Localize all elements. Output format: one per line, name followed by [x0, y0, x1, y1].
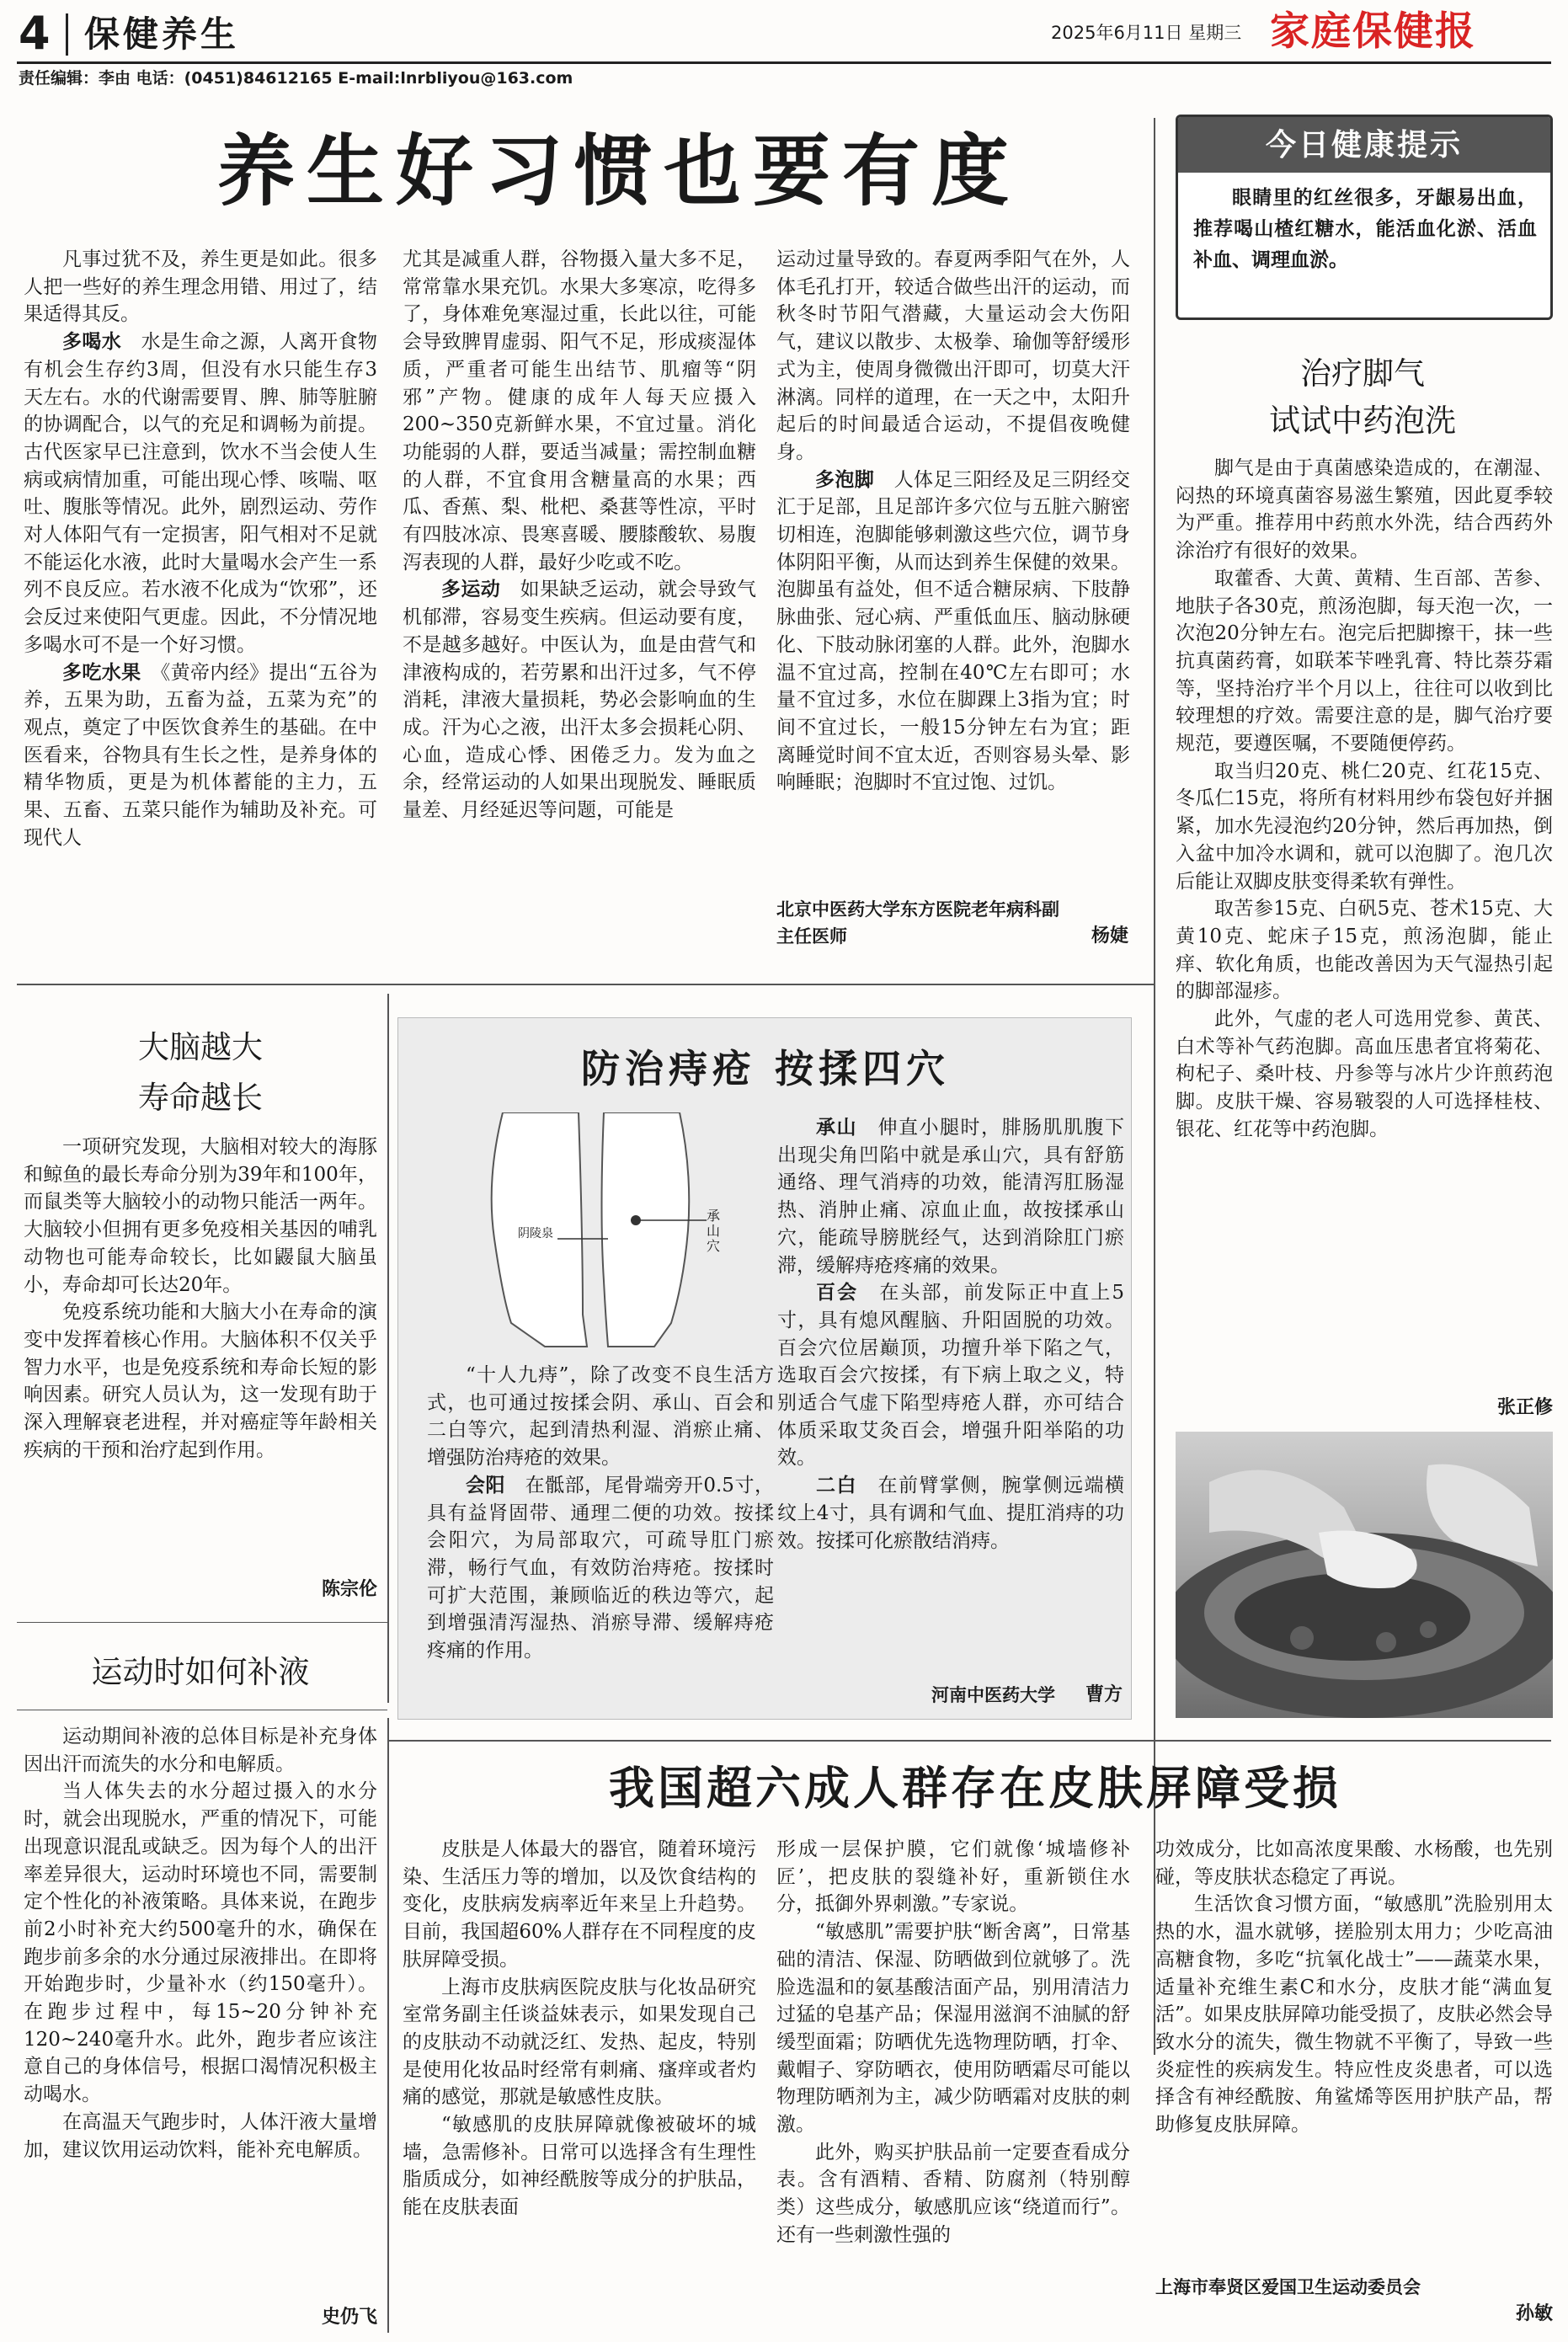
tip-box	[1176, 115, 1553, 320]
main-para: 运动过量导致的。春夏两季阳气在外，人体毛孔打开，较适合做些出汗的运动，而秋冬时节阳气潜藏，大量运动会大伤阳气，建议以散步、太极拳、瑜伽等舒缓形式为主，使周身微微出汗即可，切莫大汗淋漓。同样的道理，在一天之中，太阳升起后的时间最适合运动，不提倡夜晚健身。	[776, 248, 1130, 463]
section-divider	[389, 1740, 1551, 1742]
hemorrhoid-title: 防治痔疮 按揉四穴	[580, 1046, 950, 1091]
foot-para: 脚气是由于真菌感染造成的，在潮湿、闷热的环境真菌容易滋生繁殖，因此夏季较为严重。推荐用中药煎水外洗，结合西药外涂治疗有很好的效果。	[1176, 457, 1553, 563]
foot-para: 取当归20克、桃仁20克、红花15克、冬瓜仁15克，将所有材料用纱布袋包好并捆紧，加水先浸泡约20分钟，然后再加热，倒入盆中加冷水调和，就可以泡脚了。泡几次后能让双脚皮肤变得柔软有弹性。	[1176, 760, 1553, 893]
keyword-foot-soak: 多泡脚	[815, 468, 875, 491]
foot-article-title-2: 试试中药泡洗	[1269, 403, 1456, 439]
skin-article-col2	[776, 1836, 1130, 2338]
keyword-exercise: 多运动	[441, 579, 501, 601]
main-article-col3	[776, 246, 1130, 886]
main-para: 多吃水果 《黄帝内经》提出“五谷为养，五果为助，五畜为益，五菜为充”的观点，奠定了中医饮食养生的基础。在中医看来，谷物具有生长之性，是养身体的精华物质，更是为机体蓄能的主力，五果、五畜、五菜只能作为辅助及补充。可现代人	[24, 661, 377, 849]
keyword-chengshan: 承山	[816, 1117, 857, 1139]
hemorrhoid-para: 承山 伸直小腿时，腓肠肌肌腹下出现尖角凹陷中就是承山穴，具有舒筋通络、理气消痔的功效，能清泻肛肠湿热、消肿止痛、凉血止血，故按揉承山穴，能疏导膀胱经气，达到消除肛门瘀滞，缓解痔疮疼痛的效果。	[777, 1117, 1124, 1277]
figure-label-left: 阴陵泉	[518, 1227, 553, 1240]
brain-para: 一项研究发现，大脑相对较大的海豚和鲸鱼的最长寿命分别为39年和100年，而鼠类等大脑较小的动物只能活一两年。大脑较小但拥有更多免疫相关基因的哺乳动物也可能寿命较长，比如鼹鼠大脑虽小，寿命却可长达20年。	[24, 1136, 377, 1296]
editor-line: 责任编辑：李由 电话：(0451)84612165 E-mail:lnrbliyou@163.com	[19, 69, 573, 88]
foot-article-title-1: 治疗脚气	[1300, 355, 1425, 392]
masthead-logo: 家庭保健报	[1270, 8, 1476, 55]
sport-para: 在高温天气跑步时，人体汗液大量增加，建议饮用运动饮料，能补充电解质。	[24, 2110, 377, 2161]
brain-author: 陈宗伦	[321, 1579, 377, 1600]
skin-author: 孙敏	[1515, 2303, 1553, 2324]
skin-article-col3	[1155, 1836, 1553, 2257]
keyword-baihui: 百会	[816, 1282, 859, 1304]
main-affiliation: 北京中医药大学东方医院老年病科副主任医师	[776, 899, 1059, 947]
section-divider	[17, 984, 1154, 985]
section-name: 保健养生	[84, 13, 240, 55]
column-divider	[387, 994, 389, 1703]
main-para: 多喝水 水是生命之源，人离开食物有机会生存约3周，但没有水只能生存3天左右。水的代谢需要胃、脾、肺等脏腑的协调配合，以气的充足和调畅为前提。古代医家早已注意到，饮水不当会使人生病或病情加重，可能出现心悸、咳喘、呕吐、腹胀等情况。此外，剧烈运动、劳作对人体阳气有一定损害，阳气相对不足就不能运化水液，此时大量喝水会产生一系列不良反应。若水液不化成为“饮邪”，还会反过来使阳气更虚。因此，不分情况地多喝水可不是一个好习惯。	[24, 331, 377, 656]
main-article-col2	[403, 246, 756, 962]
main-article-col1	[24, 246, 377, 962]
foot-para: 取苦参15克、白矾5克、苍术15克、大黄10克、蛇床子15克，煎汤泡脚，能止痒、软化角质，也能改善因为天气湿热引起的脚部湿疹。	[1176, 898, 1553, 1003]
page-header	[0, 0, 1568, 93]
skin-para: “敏感肌的皮肤屏障就像被破坏的城墙，急需修补。日常可以选择含有生理性脂质成分，如神经酰胺等成分的护肤品，能在皮肤表面	[403, 2114, 756, 2219]
main-para: 多泡脚 人体足三阳经及足三阴经交汇于足部，且足部许多穴位与五脏六腑密切相连，泡脚能够刺激这些穴位，调节身体阴阳平衡，从而达到养生保健的效果。泡脚虽有益处，但不适合糖尿病、下肢静脉曲张、冠心病、严重低血压、脑动脉硬化、下肢动脉闭塞的人群。此外，泡脚水温不宜过高，控制在40℃左右即可；水量不宜过多，水位在脚踝上3指为宜；时间不宜过长，一般15分钟左右为宜；距离睡觉时间不宜太近，否则容易头晕、影响睡眠；泡脚时不宜过饱、过饥。	[776, 468, 1130, 794]
skin-para: 形成一层保护膜，它们就像‘城墙修补匠’，把皮肤的裂缝补好，重新锁住水分，抵御外界刺激。”专家说。	[776, 1838, 1130, 1916]
brain-article-title-2: 寿命越长	[138, 1080, 263, 1116]
tip-text: 眼睛里的红丝很多，牙龈易出血，推荐喝山楂红糖水，能活血化淤、活血补血、调理血淤。	[1193, 187, 1537, 271]
brain-para: 免疫系统功能和大脑大小在寿命的演变中发挥着核心作用。大脑体积不仅关乎智力水平，也是免疫系统和寿命长短的影响因素。研究人员认为，这一发现有助于深入理解衰老进程，并对癌症等年龄相关疾病的干预和治疗起到作用。	[24, 1301, 377, 1461]
header-rule	[17, 61, 1551, 64]
tip-title: 今日健康提示	[1265, 127, 1463, 163]
hemorrhoid-left-body	[427, 1362, 774, 1682]
main-para: 凡事过犹不及，养生更是如此。很多人把一些好的养生理念用错、用过了，结果适得其反。	[24, 248, 377, 326]
skin-para: 皮肤是人体最大的器官，随着环境污染、生活压力等的增加，以及饮食结构的变化，皮肤病发病率近年来呈上升趋势。目前，我国超60%人群存在不同程度的皮肤屏障受损。	[403, 1838, 756, 1971]
sport-article-title: 运动时如何补液	[91, 1654, 310, 1690]
hemorrhoid-box	[397, 1017, 1132, 1720]
hemorrhoid-affiliation: 河南中医药大学	[931, 1685, 1055, 1705]
section-divider	[17, 1622, 387, 1623]
hemorrhoid-para: 百会 在头部，前发际正中直上5寸，具有熄风醒脑、升阳固脱的功效。百会穴位居巅顶，功擅升举下陷之气，选取百会穴按揉，有下病上取之义，特别适合气虚下陷型痔疮人群，亦可结合体质采取艾灸百会，增强升阳举陷的功效。	[777, 1282, 1124, 1470]
hemorrhoid-author: 曹方	[1085, 1684, 1123, 1705]
skin-headline: 我国超六成人群存在皮肤屏障受损	[609, 1761, 1341, 1815]
brain-article-title-1: 大脑越大	[138, 1029, 263, 1065]
skin-affiliation: 上海市奉贤区爱国卫生运动委员会	[1155, 2277, 1421, 2297]
skin-para: 上海市皮肤病医院皮肤与化妆品研究室常务副主任谈益妹表示，如果发现自己的皮肤动不动就泛红、发热、起皮，特别是使用化妆品时经常有刺痛、瘙痒或者灼痛的感觉，那就是敏感性皮肤。	[403, 1976, 756, 2109]
skin-para: “敏感肌”需要护肤“断舍离”，日常基础的清洁、保湿、防晒做到位就够了。洗脸选温和的氨基酸洁面产品，别用清洁力过猛的皂基产品；保湿用滋润不油腻的舒缓型面霜；防晒优先选物理防晒，打伞、戴帽子、穿防晒衣，使用防晒霜尽可能以物理防晒剂为主，减少防晒霜对皮肤的刺激。	[776, 1921, 1130, 2137]
foot-article-body	[1176, 455, 1553, 1390]
keyword-huiyang: 会阳	[466, 1474, 506, 1496]
column-divider	[387, 1718, 389, 2333]
foot-author: 张正修	[1496, 1397, 1553, 1418]
hemorrhoid-para: “十人九痔”，除了改变不良生活方式，也可通过按揉会阴、承山、百会和二白等穴，起到清热利湿、消瘀止痛、增强防治痔疮的效果。	[427, 1364, 774, 1470]
keyword-fruit: 多吃水果	[62, 661, 141, 684]
figure-label-right: 承山穴	[707, 1208, 721, 1254]
sport-article-body	[24, 1723, 377, 2279]
brain-article-body	[24, 1134, 377, 1588]
main-para: 尤其是减重人群，谷物摄入量大多不足，常常靠水果充饥。水果大多寒凉，吃得多了，身体难免寒湿过重，长此以往，可能会导致脾胃虚弱、阳气不足，形成痰湿体质，严重者可能生出结节、肌瘤等“阴邪”产物。健康的成年人每天应摄入200~350克新鲜水果，不宜过量。消化功能弱的人群，要适当减量；需控制血糖的人群，不宜食用含糖量高的水果；西瓜、香蕉、梨、枇杷、桑葚等性凉，平时有四肢冰凉、畏寒喜暖、腰膝酸软、易腹泻表现的人群，最好少吃或不吃。	[403, 248, 756, 573]
main-para: 多运动 如果缺乏运动，就会导致气机郁滞，容易变生疾病。但运动要有度，不是越多越好。中医认为，血是由营气和津液构成的，若劳累和出汗过多，气不停消耗，津液大量损耗，势必会影响血的生成。汗为心之液，出汗太多会损耗心阴、心血，造成心悸、困倦乏力。发为血之余，经常运动的人如果出现脱发、睡眠质量差、月经延迟等问题，可能是	[403, 579, 756, 822]
sport-para: 运动期间补液的总体目标是补充身体因出汗而流失的水分和电解质。	[24, 1726, 377, 1775]
main-author: 杨婕	[1091, 926, 1128, 947]
sport-author: 史仍飞	[321, 2307, 377, 2328]
hemorrhoid-right-body	[777, 1114, 1124, 1680]
keyword-drink-water: 多喝水	[62, 331, 122, 354]
issue-date: 2025年6月11日 星期三	[1051, 23, 1242, 43]
skin-para: 功效成分，比如高浓度果酸、水杨酸，也先别碰，等皮肤状态稳定了再说。	[1155, 1838, 1553, 1888]
acupoint-figure	[410, 1112, 772, 1352]
main-headline: 养生好习惯也要有度	[216, 125, 1021, 216]
hemorrhoid-para: 二白 在前臂掌侧，腕掌侧远端横纹上4寸，具有调和气血、提肛消痔的功效。按揉可化瘀散结消痔。	[777, 1475, 1124, 1552]
foot-para: 取藿香、大黄、黄精、生百部、苦参、地肤子各30克，煎汤泡脚，每天泡一次，一次泡20分钟左右。泡完后把脚擦干，抹一些抗真菌药膏，如联苯苄唑乳膏、特比萘芬霜等，坚持治疗半个月以上，往往可以收到比较理想的疗效。需要注意的是，脚气治疗要规范，要遵医嘱，不要随便停药。	[1176, 567, 1553, 755]
page-number-divider	[66, 13, 68, 56]
keyword-erbai: 二白	[816, 1475, 857, 1497]
hemorrhoid-para: 会阳 在骶部，尾骨端旁开0.5寸，具有益肾固带、通理二便的功效。按揉会阳穴，为局部取穴，可疏导肛门瘀滞，畅行气血，有效防治痔疮。按揉时可扩大范围，兼顾临近的秩边等穴，起到增强清泻湿热、消瘀导滞、缓解痔疮疼痛的作用。	[427, 1474, 774, 1662]
skin-para: 此外，购买护肤品前一定要查看成分表。含有酒精、香精、防腐剂（特别醇类）这些成分，敏感肌应该“绕道而行”。还有一些刺激性强的	[776, 2141, 1130, 2246]
foot-soak-illustration	[1176, 1432, 1553, 1718]
sport-para: 当人体失去的水分超过摄入的水分时，就会出现脱水，严重的情况下，可能出现意识混乱或缺乏。因为每个人的出汗率差异很大，运动时环境也不同，需要制定个性化的补液策略。具体来说，在跑步前2小时补充大约500毫升的水，确保在跑步前多余的水分通过尿液排出。在即将开始跑步时，少量补水（约150毫升）。在跑步过程中，每15~20分钟补充120~240毫升水。此外，跑步者应该注意自己的身体信号，根据口渴情况积极主动喝水。	[24, 1780, 377, 2106]
foot-para: 此外，气虚的老人可选用党参、黄芪、白术等补气药泡脚。高血压患者宜将菊花、枸杞子、桑叶枝、丹参等与冰片少许煎药泡脚。皮肤干燥、容易皲裂的人可选择桂枝、银花、红花等中药泡脚。	[1176, 1008, 1553, 1140]
foot-soak-photo	[1176, 1432, 1553, 1718]
skin-para: 生活饮食习惯方面，“敏感肌”洗脸别用太热的水，温水就够，搓脸别太用力；少吃高油高糖食物，多吃“抗氧化战士”——蔬菜水果，适量补充维生素C和水分，皮肤才能“满血复活”。如果皮肤屏障功能受损了，皮肤必然会导致水分的流失，微生物就不平衡了，导致一些炎症性的疾病发生。特应性皮炎患者，可以选择含有神经酰胺、角鲨烯等医用护肤产品，帮助修复皮肤屏障。	[1155, 1893, 1553, 2137]
page-number: 4	[19, 7, 51, 60]
skin-article-col1	[403, 1836, 756, 2338]
